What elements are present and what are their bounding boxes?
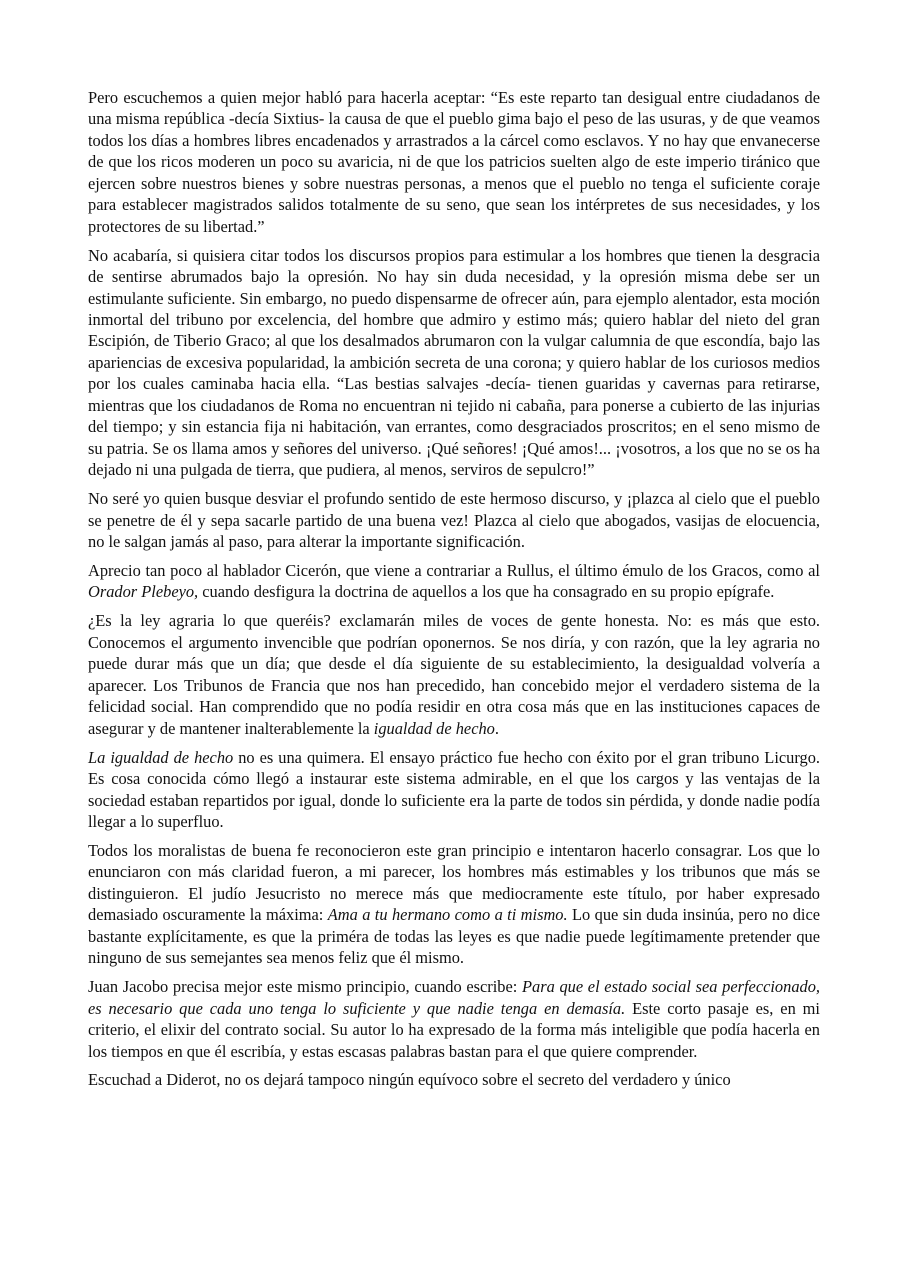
text-run: No seré yo quien busque desviar el profundo sentido de este hermoso discurso, y ¡plazca al cielo que el pueblo se penetre de él y sepa sacarle partido de una buena vez! Plazca al cielo que abogados, vasijas de elocuencia, no le salgan jamás al paso, para alterar la importante significación. [88,489,820,552]
paragraph [88,560,820,603]
italic-text: igualdad de hecho [373,718,495,738]
paragraph [88,840,820,969]
text-run: cuando desfigura la doctrina de aquellos a los que ha consagrado en su propio epígrafe. [198,582,775,602]
text-run: Aprecio tan poco al hablador Cicerón, que viene a contrariar a Rullus, el último émulo de los Gracos, como al [88,561,820,581]
paragraph [88,87,820,237]
paragraph [88,488,820,552]
italic-text: Para que el estado social sea perfeccionado, es necesario que cada uno tenga lo suficiente y que nadie tenga en demasía. [88,977,820,1018]
text-run: Este corto pasaje es, en mi criterio, el elixir del contrato social. Su autor lo ha expresado de la forma más inteligible que podía hacerla en los tiempos en que él escribía, y estas escasas palabras bastan para el que quiere comprender. [88,998,820,1061]
text-run: Juan Jacobo precisa mejor este mismo principio, cuando escribe: [88,977,522,997]
text-run: Pero escuchemos a quien mejor habló para hacerla aceptar: “Es este reparto tan desigual entre ciudadanos de una misma república -decía Sixtius- la causa de que el pueblo gima bajo el peso de las usuras, y de que veamos todos los días a hombres libres encadenados y arrastrados a la cárcel como esclavos. Y no hay que envanecerse de que los ricos moderen un poco su avaricia, ni de que los patricios suelten algo de este imperio tiránico que ejercen sobre nuestros bienes y sobre nuestras personas, a menos que el pueblo no tenga el suficiente coraje para establecer magistrados salidos totalmente de su seno, que sean los intérpretes de sus necesidades, y los protectores de su libertad.” [88,88,820,236]
paragraph [88,976,820,1062]
italic-text: La igualdad de hecho [88,747,234,767]
text-run: ¿Es la ley agraria lo que queréis? exclamarán miles de voces de gente honesta. No: es más que esto. Conocemos el argumento invencible que podrían oponernos. Se nos diría, y con razón, que la ley agraria no puede durar más que un día; que desde el día siguiente de su establecimiento, la desigualdad volvería a aparecer. Los Tribunos de Francia que nos han precedido, han concebido mejor el verdadero sistema de la felicidad social. Han comprendido que no podía residir en otra cosa más que en las instituciones capaces de asegurar y de mantener inalterablemente la [88,611,820,738]
paragraph [88,245,820,481]
text-run: Escuchad a Diderot, no os dejará tampoco ningún equívoco sobre el secreto del verdadero y único [88,1070,731,1090]
text-run: No acabaría, si quisiera citar todos los discursos propios para estimular a los hombres que tienen la desgracia de sentirse abrumados bajo la opresión. No hay sin duda necesidad, y la opresión misma debe ser un estimulante suficiente. Sin embargo, no puedo dispensarme de ofrecer aún, para ejemplo alentador, esta moción inmortal del tribuno por excelencia, del hombre que admiro y estimo más; quiero hablar del nieto del gran Escipión, de Tiberio Graco; al que los desalmados abrumaron con la vulgar calumnia de que escondía, bajo las apariencias de excesiva popularidad, la ambición secreta de una corona; y quiero hablar de los curiosos medios por los cuales caminaba hacia ella. “Las bestias salvajes -decía- tienen guaridas y cavernas para retirarse, mientras que los ciudadanos de Roma no encuentran ni tejido ni cabaña, para ponerse a cubierto de las injurias del tiempo; y sin estancia fija ni habitación, van errantes, como desgraciados proscritos; en el seno mismo de su patria. Se os llama amos y señores del universo. ¡Qué señores! ¡Qué amos!... ¡vosotros, a los que no se os ha dejado ni una pulgada de tierra, que pudiera, al menos, serviros de sepulcro!” [88,245,820,480]
italic-text: Orador Plebeyo, [88,582,199,602]
paragraph [88,1069,820,1090]
italic-text: Ama a tu hermano como a ti mismo. [327,905,568,925]
text-run: . [494,718,499,738]
paragraph [88,747,820,833]
document-page [88,87,820,1098]
text-run: Lo que sin duda insinúa, pero no dice bastante explícitamente, es que la priméra de todas las leyes es que nadie puede legítimamente pretender que ninguno de sus semejantes sea menos feliz que él mismo. [88,905,820,968]
text-run: no es una quimera. El ensayo práctico fue hecho con éxito por el gran tribuno Licurgo. Es cosa conocida cómo llegó a instaurar este sistema admirable, en el que los cargos y las ventajas de la sociedad estaban repartidos por igual, donde lo suficiente era la parte de todos sin pérdida, y donde nadie podía llegar a lo superfluo. [88,747,820,831]
text-run: Todos los moralistas de buena fe reconocieron este gran principio e intentaron hacerlo consagrar. Los que lo enunciaron con más claridad fueron, a mi parecer, los hombres más estimables y los tribunos que más se distinguieron. El judío Jesucristo no merece más que mediocramente este título, por haber expresado demasiado oscuramente la máxima: [88,840,820,925]
paragraph [88,610,820,739]
